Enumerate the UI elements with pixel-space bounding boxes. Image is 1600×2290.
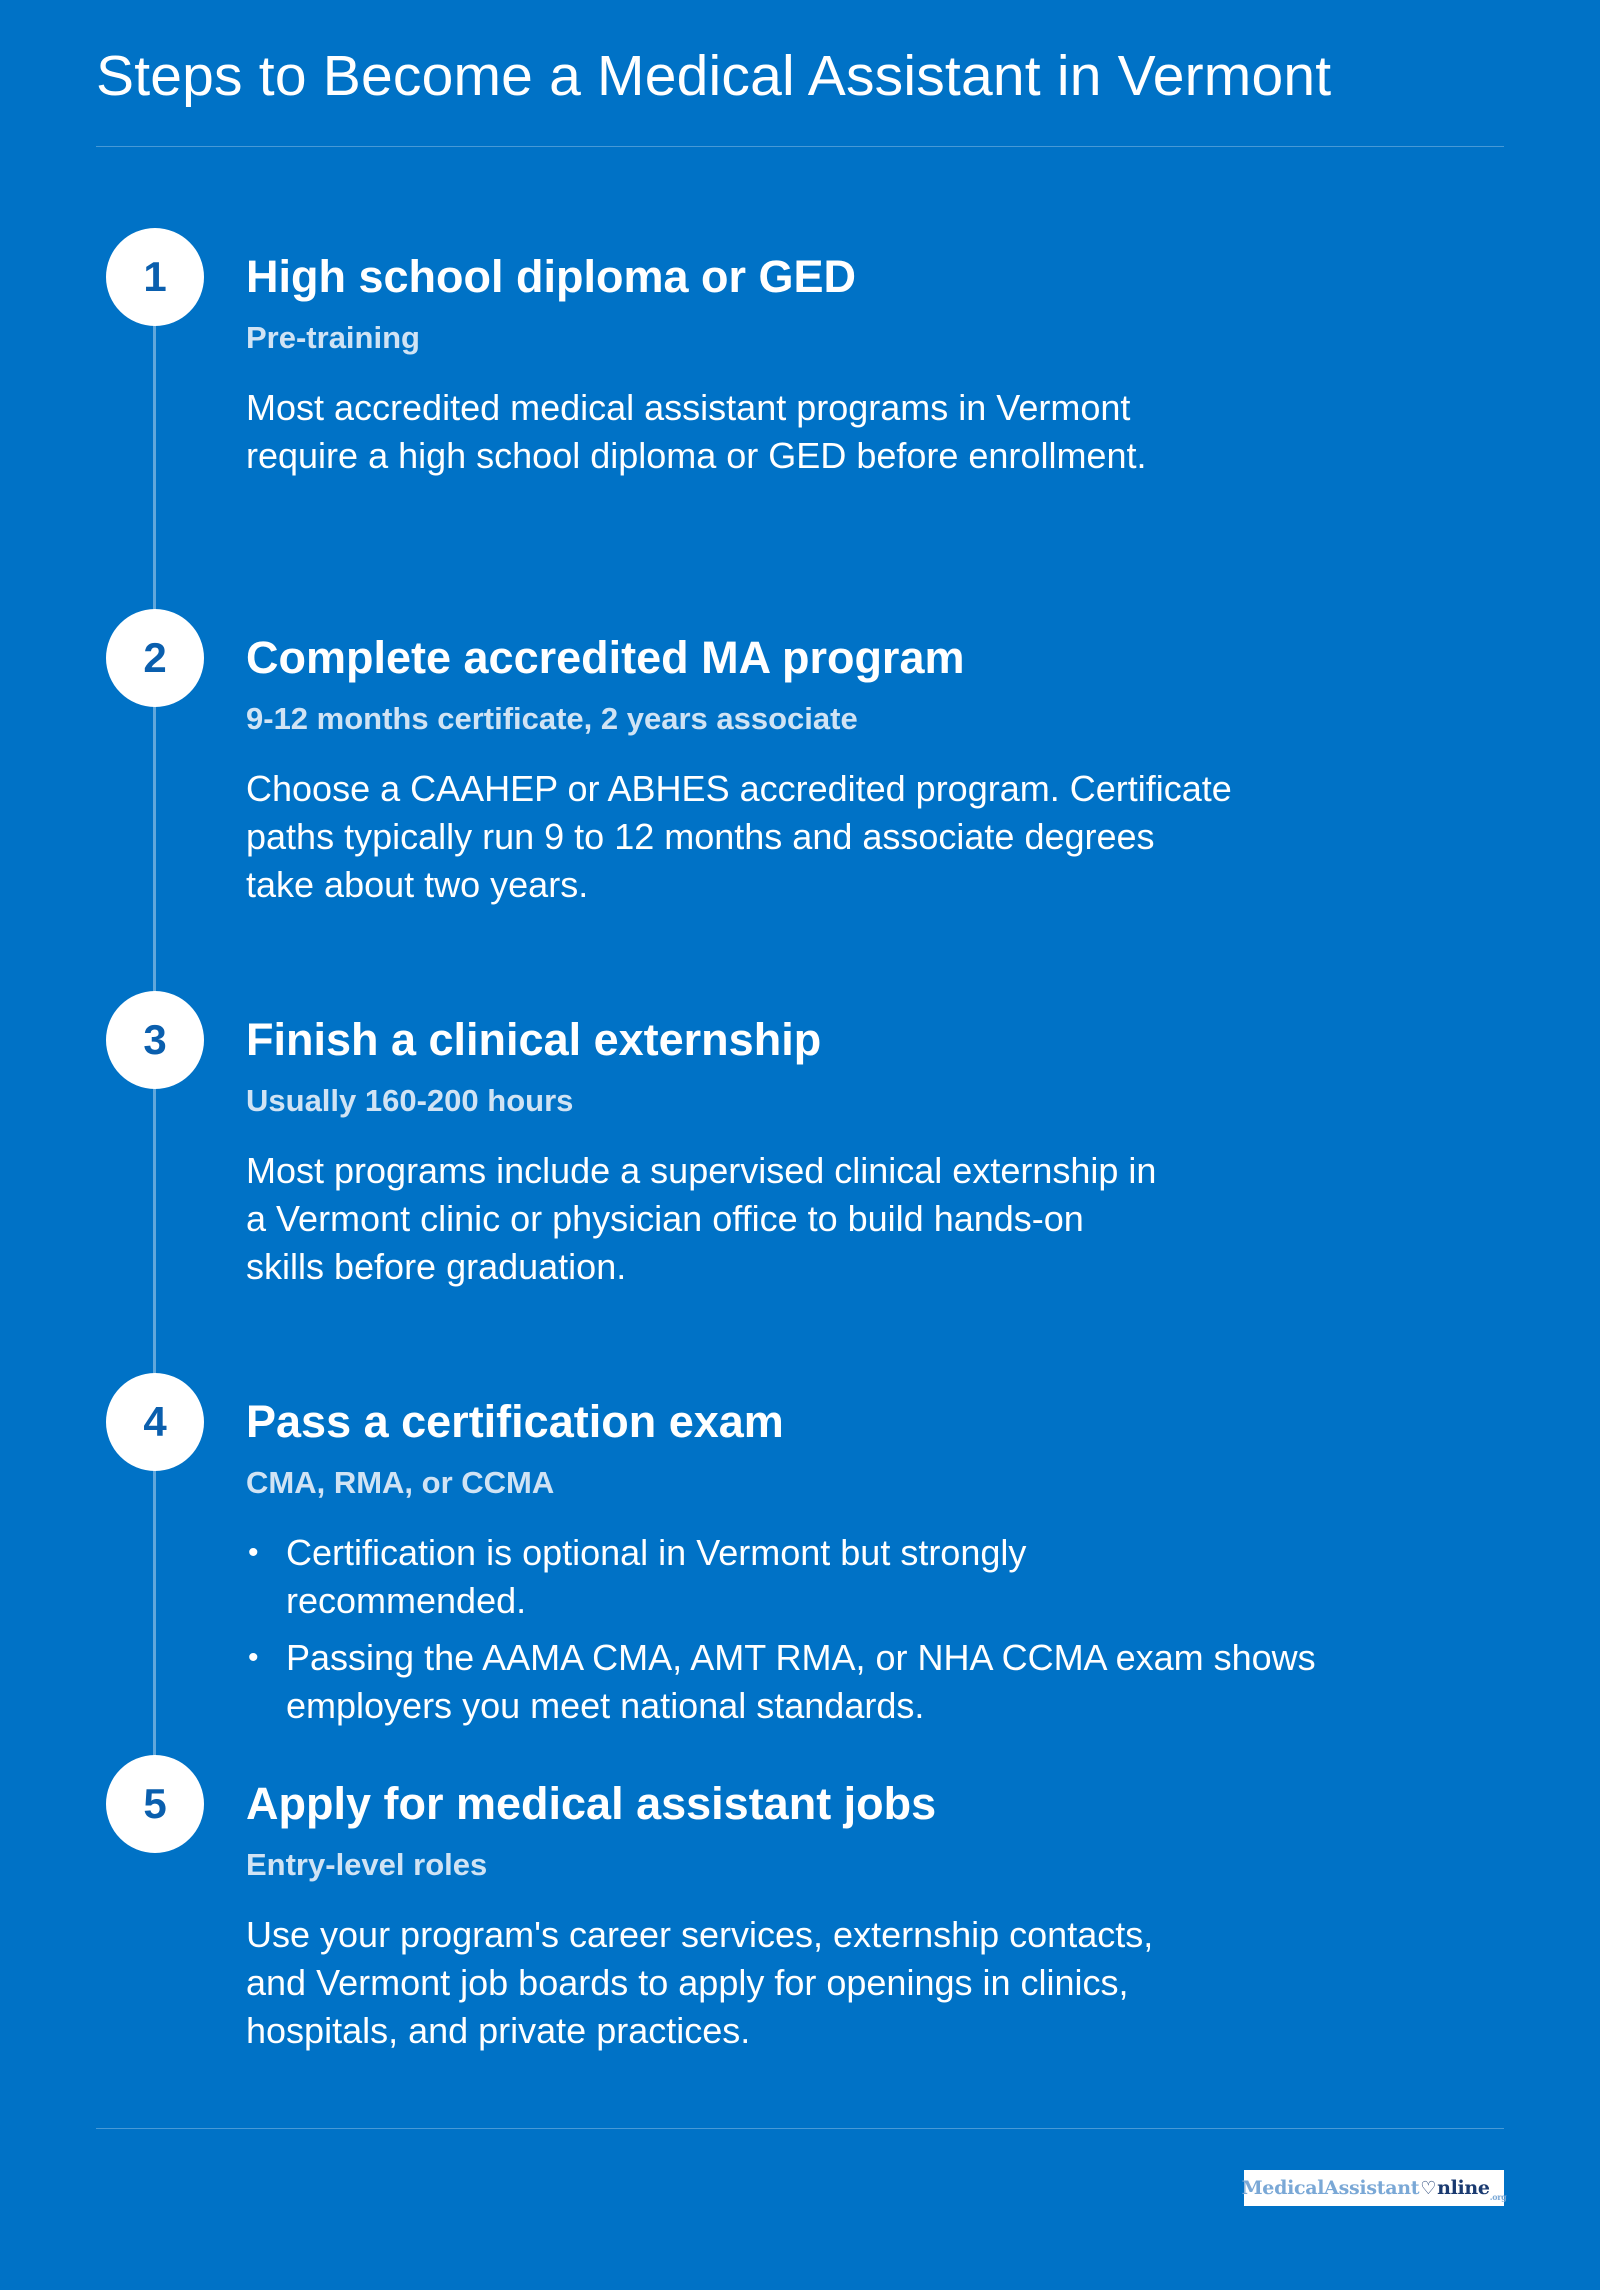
header-divider (96, 146, 1504, 147)
description-line: take about two years. (246, 864, 589, 905)
step-title: Pass a certification exam (246, 1396, 784, 1447)
step-number-badge: 4 (106, 1373, 204, 1471)
step-description (246, 1147, 1286, 1291)
description-line: Most programs include a supervised clinical externship in (246, 1150, 1157, 1191)
step-number-badge: 1 (106, 228, 204, 326)
bullet-line: recommended. (286, 1580, 527, 1621)
description-line: require a high school diploma or GED before enrollment. (246, 435, 1147, 476)
description-line: Most accredited medical assistant programs in Vermont (246, 387, 1131, 428)
step-description (246, 384, 1286, 480)
step-title: Finish a clinical externship (246, 1014, 822, 1065)
description-line: Use your program's career services, externship contacts, (246, 1914, 1154, 1955)
step-subtitle: Pre-training (246, 320, 420, 355)
step-title: Complete accredited MA program (246, 632, 965, 683)
bullet-item (246, 1529, 1406, 1625)
footer-divider (96, 2128, 1504, 2129)
description-line: skills before graduation. (246, 1246, 627, 1287)
step-subtitle: 9-12 months certificate, 2 years associate (246, 701, 858, 736)
description-line: and Vermont job boards to apply for openings in clinics, (246, 1962, 1129, 2003)
logo-text: nline (1437, 2177, 1490, 2199)
description-line: a Vermont clinic or physician office to build hands-on (246, 1198, 1084, 1239)
step-subtitle: Usually 160-200 hours (246, 1083, 574, 1118)
bullet-line: Certification is optional in Vermont but strongly (286, 1532, 1027, 1573)
description-line: Choose a CAAHEP or ABHES accredited program. Certificate (246, 768, 1232, 809)
heart-icon: ♡ (1420, 2177, 1437, 2199)
step-bullet-list (246, 1529, 1406, 1739)
site-logo (1241, 2170, 1507, 2206)
logo-text: MedicalAssistant (1241, 2177, 1420, 2199)
bullet-line: employers you meet national standards. (286, 1685, 925, 1726)
page-title: Steps to Become a Medical Assistant in Vermont (96, 44, 1332, 108)
step-subtitle: Entry-level roles (246, 1847, 488, 1882)
step-title: Apply for medical assistant jobs (246, 1778, 937, 1829)
step-number-badge: 2 (106, 609, 204, 707)
step-description (246, 765, 1286, 909)
description-line: paths typically run 9 to 12 months and associate degrees (246, 816, 1155, 857)
step-subtitle: CMA, RMA, or CCMA (246, 1465, 555, 1500)
description-line: hospitals, and private practices. (246, 2010, 751, 2051)
bullet-dot-icon: • (248, 1536, 259, 1569)
logo-text: .org (1489, 2192, 1507, 2202)
step-title: High school diploma or GED (246, 251, 857, 302)
step-number-badge: 3 (106, 991, 204, 1089)
bullet-item (246, 1634, 1406, 1730)
bullet-line: Passing the AAMA CMA, AMT RMA, or NHA CCMA exam shows (286, 1637, 1316, 1678)
step-description (246, 1911, 1286, 2055)
bullet-dot-icon: • (248, 1641, 259, 1674)
step-number-badge: 5 (106, 1755, 204, 1853)
